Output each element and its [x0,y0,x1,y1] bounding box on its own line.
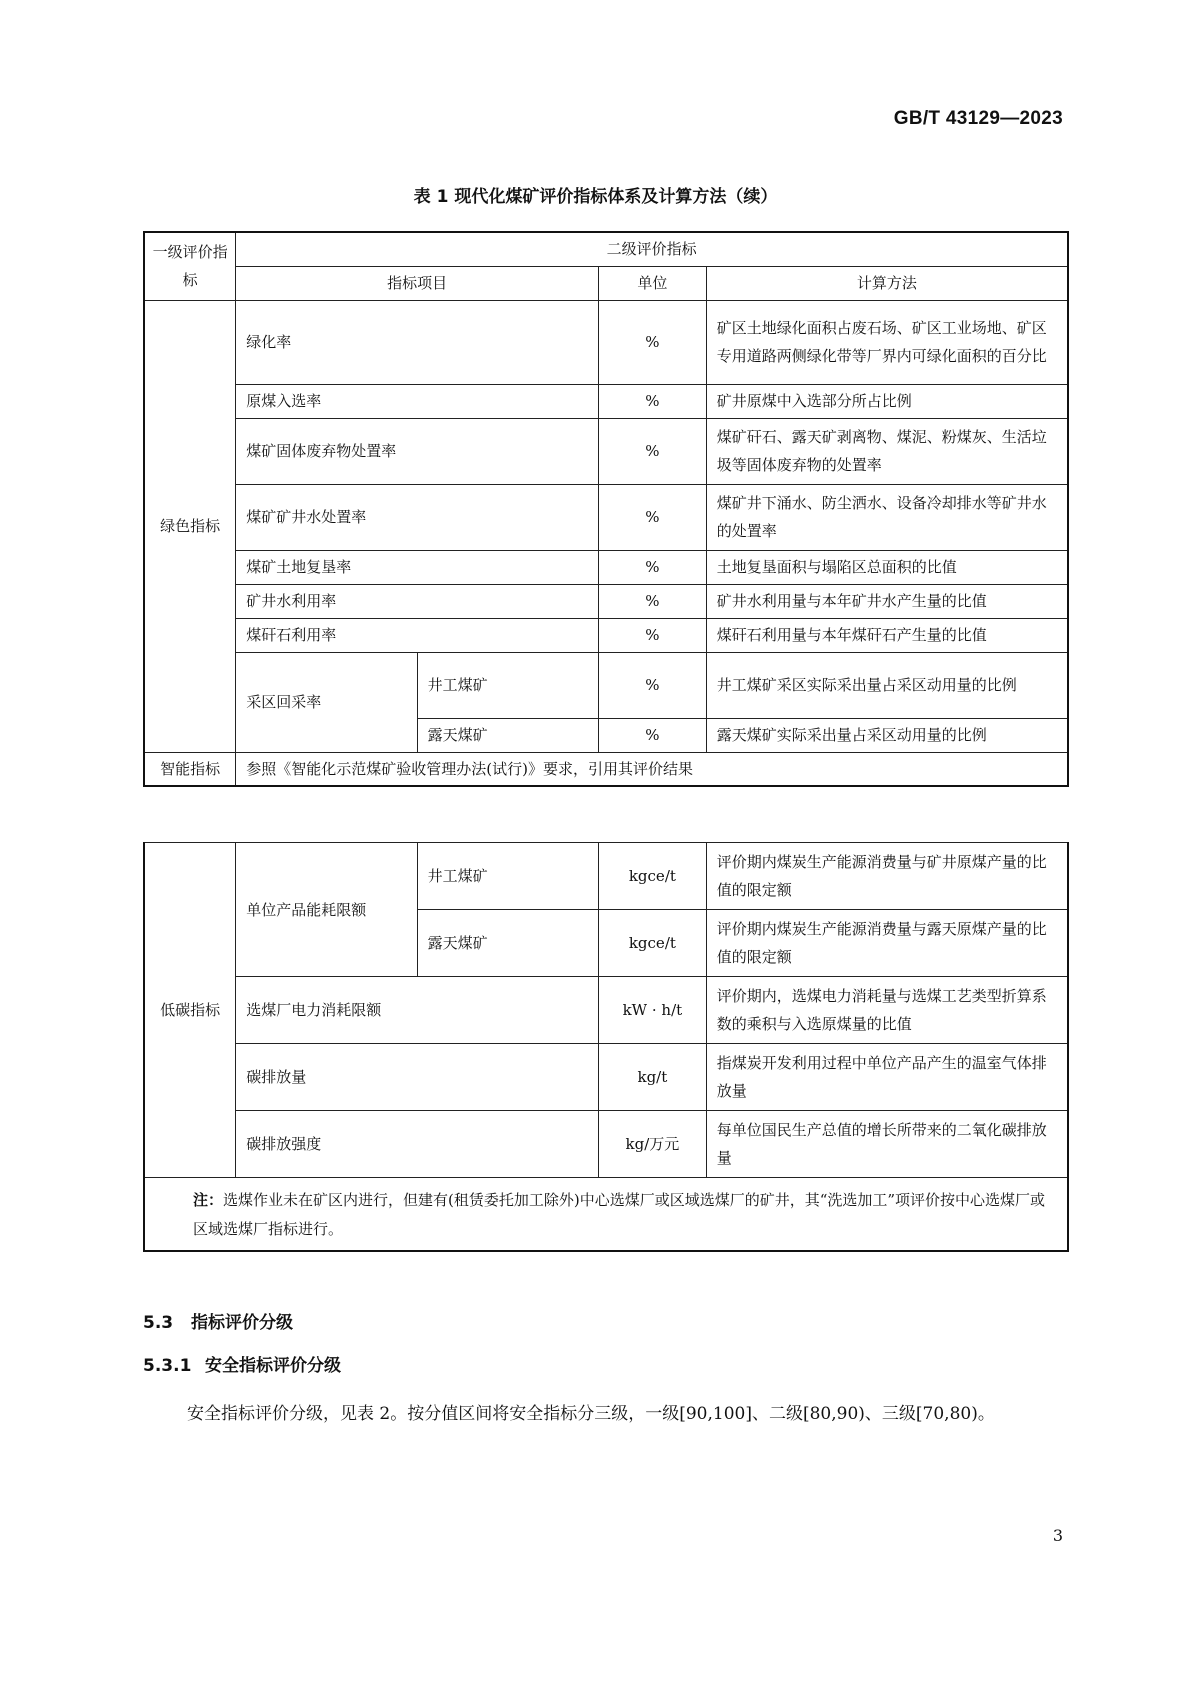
recovery-item: 采区回采率 [236,652,417,752]
table-row [144,384,1068,418]
row-item: 煤矸石利用率 [236,618,599,652]
smart-text: 参照《智能化示范煤矿验收管理办法(试行)》要求，引用其评价结果 [236,752,1068,786]
row-method: 矿区土地绿化面积占废石场、矿区工业场地、矿区专用道路两侧绿化带等厂界内可绿化面积的百分比 [706,300,1068,384]
table-row [144,484,1068,550]
row-method: 矿井水利用量与本年矿井水产生量的比值 [706,584,1068,618]
row-unit: % [599,484,707,550]
table-row [144,618,1068,652]
row-item: 碳排放强度 [236,1111,599,1178]
row-unit: % [599,652,707,718]
row-item: 煤矿矿井水处置率 [236,484,599,550]
row-unit: % [599,300,707,384]
table-row [144,843,1068,910]
section-heading-5-3 [143,1308,293,1333]
row-item: 原煤入选率 [236,384,599,418]
table-note-row [144,1178,1068,1252]
row-unit: % [599,584,707,618]
row-unit: % [599,550,707,584]
row-method: 指煤炭开发利用过程中单位产品产生的温室气体排放量 [706,1044,1068,1111]
row-method: 煤矸石利用量与本年煤矸石产生量的比值 [706,618,1068,652]
row-unit: kW · h/t [599,977,707,1044]
table-row [144,418,1068,484]
row-method: 露天煤矿实际采出量占采区动用量的比例 [706,718,1068,752]
note-text: 选煤作业未在矿区内进行，但建有(租赁委托加工除外)中心选煤厂或区域选煤厂的矿井，其“洗选加工”项评价按中心选煤厂或区域选煤厂指标进行。 [193,1191,1046,1238]
section-title: 指标评价分级 [191,1313,293,1333]
header-method: 计算方法 [706,266,1068,300]
row-unit: % [599,418,707,484]
energy-openpit-label: 露天煤矿 [417,910,598,977]
body-paragraph: 安全指标评价分级，见表 2。按分值区间将安全指标分三级，一级[90,100]、二级[80,90)、三级[70,80)。 [187,1404,995,1424]
energy-underground-label: 井工煤矿 [417,843,598,910]
header-unit: 单位 [599,266,707,300]
row-method: 每单位国民生产总值的增长所带来的二氧化碳排放量 [706,1111,1068,1178]
row-unit: % [599,618,707,652]
row-method: 井工煤矿采区实际采出量占采区动用量的比例 [706,652,1068,718]
recovery-underground-label: 井工煤矿 [417,652,598,718]
row-unit: % [599,384,707,418]
indicator-table-bottom [143,842,1069,1252]
row-method: 评价期内煤炭生产能源消费量与矿井原煤产量的比值的限定额 [706,843,1068,910]
table-row [144,752,1068,786]
header-item: 指标项目 [236,266,599,300]
row-method: 煤矿井下涌水、防尘洒水、设备冷却排水等矿井水的处置率 [706,484,1068,550]
row-method: 评价期内，选煤电力消耗量与选煤工艺类型折算系数的乘积与入选原煤量的比值 [706,977,1068,1044]
row-method: 土地复垦面积与塌陷区总面积的比值 [706,550,1068,584]
row-item: 绿化率 [236,300,599,384]
row-method: 煤矿矸石、露天矿剥离物、煤泥、粉煤灰、生活垃圾等固体废弃物的处置率 [706,418,1068,484]
category-smart: 智能指标 [144,752,236,786]
row-method: 评价期内煤炭生产能源消费量与露天原煤产量的比值的限定额 [706,910,1068,977]
energy-item: 单位产品能耗限额 [236,843,417,977]
table-row [144,977,1068,1044]
table-row [144,300,1068,384]
row-unit: kgce/t [599,843,707,910]
row-item: 煤矿土地复垦率 [236,550,599,584]
page-number: 3 [1052,1526,1063,1545]
row-method: 矿井原煤中入选部分所占比例 [706,384,1068,418]
table-row [144,1111,1068,1178]
row-item: 选煤厂电力消耗限额 [236,977,599,1044]
section-heading-5-3-1 [143,1351,341,1376]
row-unit: kg/万元 [599,1111,707,1178]
indicator-table-top [143,231,1069,787]
section-title: 安全指标评价分级 [205,1356,341,1376]
table-row [144,550,1068,584]
standard-code: GB/T 43129—2023 [893,108,1063,129]
row-unit: kgce/t [599,910,707,977]
table-row [144,652,1068,718]
row-item: 碳排放量 [236,1044,599,1111]
category-green: 绿色指标 [144,300,236,752]
category-lowcarbon: 低碳指标 [144,843,236,1178]
note-label: 注： [193,1191,224,1209]
header-level2: 二级评价指标 [236,232,1068,266]
row-item: 煤矿固体废弃物处置率 [236,418,599,484]
header-level1: 一级评价指标 [144,232,236,300]
table-row [144,1044,1068,1111]
table-note [144,1178,1068,1252]
row-item: 矿井水利用率 [236,584,599,618]
section-number: 5.3 [143,1313,174,1333]
section-number: 5.3.1 [143,1356,192,1376]
table-row [144,584,1068,618]
table-title: 表 1 现代化煤矿评价指标体系及计算方法（续） [413,187,778,207]
row-unit: % [599,718,707,752]
recovery-openpit-label: 露天煤矿 [417,718,598,752]
row-unit: kg/t [599,1044,707,1111]
